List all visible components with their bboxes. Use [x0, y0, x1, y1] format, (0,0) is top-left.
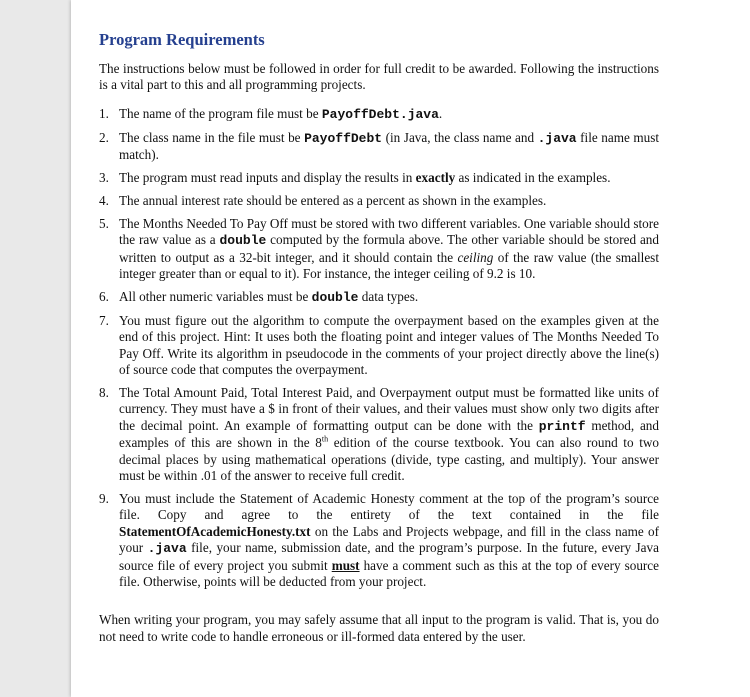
requirement-item — [99, 130, 659, 164]
requirement-item — [99, 289, 659, 306]
text-run: The class name in the file must be — [119, 129, 305, 145]
closing-paragraph: When writing your program, you may safely assume that all input to the program is valid. That is, you do not need to write code to handle erroneous or ill-formed data entered by the user. — [99, 612, 659, 644]
requirement-text — [119, 130, 659, 162]
text-run: file, your name, submission date, and the program’s purpose. In the future, every Java source file of every project you submit — [119, 540, 659, 573]
text-run: data types. — [358, 288, 419, 304]
text-run: The Total Amount Paid, Total Interest Paid, and Overpayment output must be formatted like units of currency. They must have a $ in front of their values, and their values must show only two digits after the decimal point. An example of formatting output can be done with the — [119, 385, 659, 433]
text-run: The annual interest rate should be entered as a percent as shown in the examples. — [119, 192, 547, 208]
text-run: computed by the formula above. The other variable should be stored and written to output as a 32-bit integer, and it should contain the — [119, 232, 659, 265]
text-run: . — [438, 105, 443, 121]
requirement-item — [99, 106, 659, 123]
document-content — [99, 30, 659, 645]
text-run: The program must read inputs and display the results in — [119, 170, 416, 186]
intro-paragraph: The instructions below must be followed in order for full credit to be awarded. Following the instructions is a vital part to this and all programming projects. — [99, 61, 659, 93]
text-run: (in Java, the class name and — [382, 129, 538, 145]
code-text: double — [219, 233, 267, 249]
text-run: as indicated in the examples. — [455, 170, 611, 186]
text-run: must — [331, 557, 360, 573]
requirement-text — [119, 313, 659, 377]
text-run: method, and examples of this are shown in the 8 — [119, 417, 659, 451]
requirement-text — [119, 289, 418, 304]
text-run: on the Labs and Projects webpage, and fill in the class name of your — [119, 523, 659, 556]
text-run: edition of the course textbook. You can also round to two decimal places by using mathematical operations (divide, type casting, and multiply). Your answer must be within .01 of the answer to receive full credit. — [119, 435, 659, 484]
text-run: The name of the program file must be — [119, 105, 322, 121]
requirement-number: 9. — [99, 490, 109, 506]
requirement-text — [119, 216, 659, 281]
text-run: You must include the Statement of Academic Honesty comment at the top of the program’s source file. Copy and agree to the entirety of the text contained in the file — [119, 490, 659, 523]
requirement-number: 4. — [99, 192, 109, 208]
requirement-text — [119, 193, 546, 208]
requirement-text — [119, 491, 659, 589]
requirement-item — [99, 193, 659, 209]
section-title: Program Requirements — [99, 30, 265, 49]
requirement-text — [119, 385, 659, 483]
text-run: have a comment such as this at the top of every source file. Otherwise, points will be deducted from your project. — [119, 557, 660, 589]
requirement-item — [99, 216, 659, 283]
requirement-item — [99, 491, 659, 590]
requirement-text — [119, 106, 442, 121]
text-run: You must figure out the algorithm to compute the overpayment based on the examples given at the end of this project. Hint: It uses both the floating point and integer values of The Months Needed To Pay Off. Write its algorithm in pseudocode in the comments of your project directly above the line(s) of source code that computes the overpayment. — [119, 312, 659, 378]
requirement-item — [99, 170, 659, 186]
text-run: ceiling — [457, 249, 494, 265]
code-text: .java — [147, 541, 187, 557]
requirement-number: 1. — [99, 105, 109, 121]
requirement-item — [99, 385, 659, 484]
text-run: exactly — [415, 170, 456, 186]
text-run: file name must match). — [119, 129, 660, 163]
requirement-item — [99, 313, 659, 379]
code-text: double — [311, 289, 359, 305]
requirement-number: 3. — [99, 170, 109, 186]
code-text: PayoffDebt.java — [321, 106, 439, 122]
code-text: printf — [538, 418, 586, 434]
text-run: of the raw value (the smallest integer greater than or equal to it). For instance, the integer ceiling of 9.2 is 10. — [119, 249, 659, 282]
text-run: The Months Needed To Pay Off must be stored with two different variables. One variable should store the raw value as a — [119, 215, 660, 248]
requirement-text — [119, 170, 611, 185]
text-run: th — [321, 434, 329, 444]
code-text: PayoffDebt — [304, 130, 383, 146]
document-page — [71, 0, 750, 697]
requirement-number: 7. — [99, 312, 109, 328]
code-text: .java — [537, 130, 577, 146]
requirement-number: 8. — [99, 385, 109, 400]
text-run: StatementOfAcademicHonesty.txt — [119, 523, 311, 539]
requirements-list — [99, 106, 659, 591]
requirement-number: 6. — [99, 288, 109, 304]
requirement-number: 2. — [99, 129, 109, 145]
text-run: All other numeric variables must be — [119, 288, 312, 304]
requirement-number: 5. — [99, 215, 109, 231]
